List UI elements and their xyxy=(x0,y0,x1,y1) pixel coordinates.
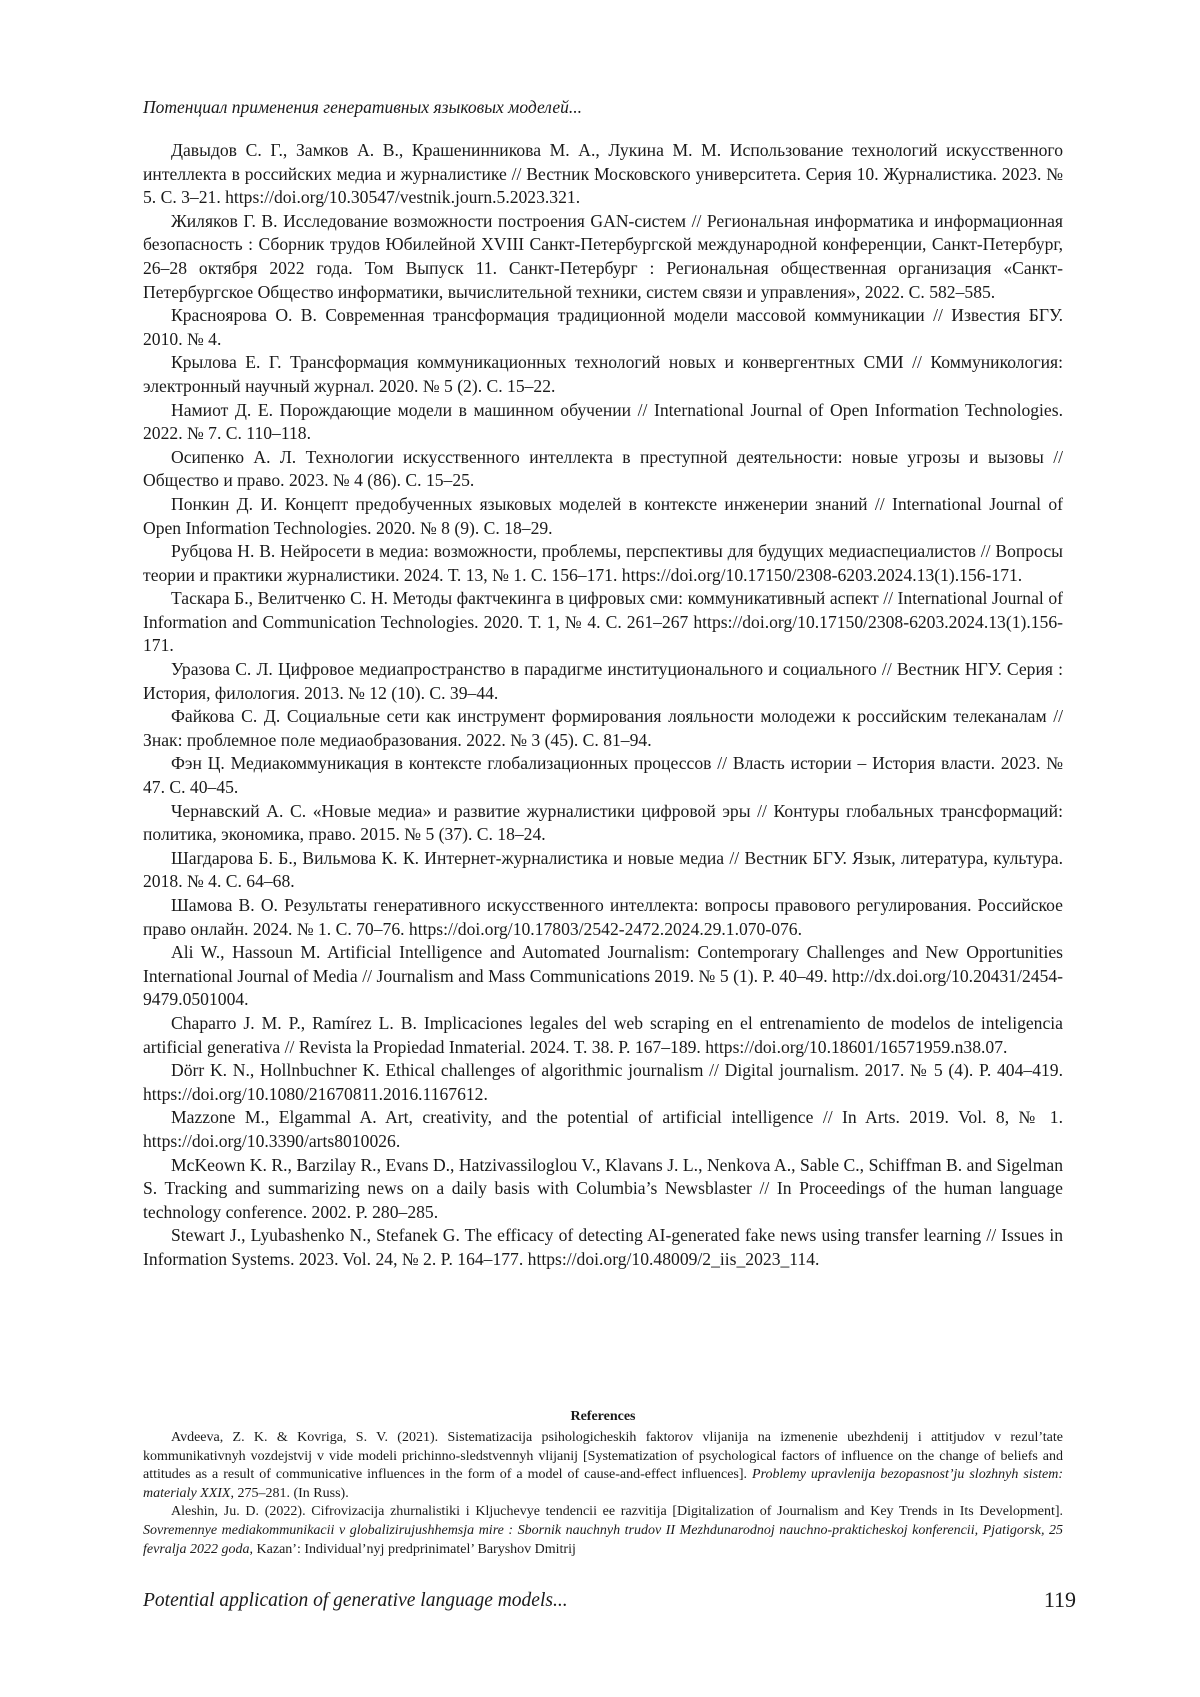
reference-item: Dörr K. N., Hollnbuchner K. Ethical challenges of algorithmic journalism // Digital journalism. 2017. № 5 (4). P. 404–419. https://doi.org/10.1080/21670811.2016.1167612. xyxy=(143,1060,1063,1104)
reference-text: Aleshin, Ju. D. (2022). Cifrovizacija zhurnalistiki i Kljuchevye tendencii ee razvitija [Digitalization of Journalism and Key Trends in Its Development]. xyxy=(171,1504,1063,1520)
reference-source-title: Problemy upravlenija bezopasnost’ju slozhnyh sistem: materialy XXIX xyxy=(143,1467,1063,1501)
reference-item: Чернавский А. С. «Новые медиа» и развитие журналистики цифровой эры // Контуры глобальных трансформаций: политика, экономика, право. 2015. № 5 (37). С. 18–24. xyxy=(143,800,1063,845)
reference-item-en xyxy=(143,1503,1063,1559)
footer-running-title: Potential application of generative language models... xyxy=(143,1590,568,1611)
reference-text: , Kazan’: Individual’nyj predprinimatel’ Baryshov Dmitrij xyxy=(249,1541,576,1557)
reference-item: Осипенко А. Л. Технологии искусственного интеллекта в преступной деятельности: новые угрозы и вызовы // Общество и право. 2023. № 4 (86). С. 15–25. xyxy=(143,446,1063,491)
reference-item: Фэн Ц. Медиакоммуникация в контексте глобализационных процессов // Власть истории – История власти. 2023. № 47. С. 40–45. xyxy=(143,753,1063,798)
reference-item: Понкин Д. И. Концепт предобученных языковых моделей в контексте инженерии знаний // International Journal of Open Information Technologies. 2020. № 8 (9). С. 18–29. xyxy=(143,493,1063,538)
references-section-en xyxy=(143,1408,1063,1559)
running-head: Потенциал применения генеративных языковых моделей... xyxy=(143,97,582,117)
reference-item: Шагдарова Б. Б., Вильмова К. К. Интернет-журналистика и новые медиа // Вестник БГУ. Язык, литература, культура. 2018. № 4. С. 64–68. xyxy=(143,847,1063,892)
reference-item: Stewart J., Lyubashenko N., Stefanek G. The efficacy of detecting AI-generated fake news using transfer learning // Issues in Information Systems. 2023. Vol. 24, № 2. P. 164–177. https://doi.org/10.48009/2_iis_2023_114. xyxy=(143,1225,1063,1269)
reference-item: Крылова Е. Г. Трансформация коммуникационных технологий новых и конвергентных СМИ // Коммуникология: электронный научный журнал. 2020. № 5 (2). С. 15–22. xyxy=(143,352,1063,396)
reference-source-title: Sovremennye mediakommunikacii v globalizirujushhemsja mire : Sbornik nauchnyh trudov II Mezhdunarodnoj nauchno-prakticheskoj konferencii, Pjatigorsk, 25 fevralja 2022 goda xyxy=(143,1522,1063,1557)
references-list-ru xyxy=(143,139,1063,1272)
reference-item: Таскара Б., Велитченко С. Н. Методы фактчекинга в цифровых сми: коммуникативный аспект // International Journal of Information and Communication Technologies. 2020. Т. 1, № 4. С. 261–267 https://doi.org/10.17150/2308-6203.2024.13(1).156-171. xyxy=(143,588,1063,656)
reference-item: Ali W., Hassoun M. Artificial Intelligence and Automated Journalism: Contemporary Challenges and New Opportunities International Journal of Media // Journalism and Mass Communications 2019. № 5 (1). P. 40–49. http://dx.doi.org/10.20431/2454-9479.0501004. xyxy=(143,942,1063,1010)
reference-item: Файкова С. Д. Социальные сети как инструмент формирования лояльности молодежи к российским телеканалам // Знак: проблемное поле медиаобразования. 2022. № 3 (45). С. 81–94. xyxy=(143,706,1063,750)
references-heading: References xyxy=(570,1409,636,1424)
reference-item: Давыдов С. Г., Замков А. В., Крашенинникова М. А., Лукина М. М. Использование технологий искусственного интеллекта в российских медиа и журналистике // Вестник Московского университета. Серия 10. Журналистика. 2023. № 5. С. 3–21. https://doi.org/10.30547/vestnik.journ.5.2023.321. xyxy=(143,140,1063,208)
reference-item: Рубцова Н. В. Нейросети в медиа: возможности, проблемы, перспективы для будущих медиаспециалистов // Вопросы теории и практики журналистики. 2024. Т. 13, № 1. С. 156–171. https://doi.org/10.17150/2308-6203.2024.13(1).156-171. xyxy=(143,541,1063,585)
reference-text: Avdeeva, Z. K. & Kovriga, S. V. (2021). Sistematizacija psihologicheskih faktorov vlijanija na izmenenie ubezhdenij i attitjudov v rezul’tate kommunikativnyh vozdejstvij v vide modeli prichinno-sledstvennyh vlijanij [Systematization of psychological factors of influence on the change of beliefs and attitudes as a result of communicative influences in the form of a model of cause-and-effect influences]. xyxy=(143,1430,1063,1483)
reference-item: Намиот Д. Е. Порождающие модели в машинном обучении // International Journal of Open Information Technologies. 2022. № 7. С. 110–118. xyxy=(143,399,1063,444)
reference-item: Уразова С. Л. Цифровое медиапространство в парадигме институционального и социального // Вестник НГУ. Серия : История, филология. 2013. № 12 (10). С. 39–44. xyxy=(143,659,1063,703)
reference-item-en xyxy=(143,1429,1063,1503)
page-number: 119 xyxy=(1043,1587,1076,1612)
reference-item: Краснoярова О. В. Современная трансформация традиционной модели массовой коммуникации // Известия БГУ. 2010. № 4. xyxy=(143,305,1063,349)
reference-item: Chaparro J. M. P., Ramírez L. B. Implicaciones legales del web scraping en el entrenamiento de modelos de inteligencia artificial generativa // Revista la Propiedad Inmaterial. 2024. T. 38. P. 167–189. https://doi.org/10.18601/16571959.n38.07. xyxy=(143,1012,1063,1057)
reference-text: , 275–281. (In Russ). xyxy=(230,1485,349,1501)
reference-item: Шамова В. О. Результаты генеративного искусственного интеллекта: вопросы правового регулирования. Российское право онлайн. 2024. № 1. С. 70–76. https://doi.org/10.17803/2542-2472.2024.29.1.070-076. xyxy=(143,895,1063,939)
reference-item: McKeown K. R., Barzilay R., Evans D., Hatzivassiloglou V., Klavans J. L., Nenkova A., Sable C., Schiffman B. and Sigelman S. Tracking and summarizing news on a daily basis with Columbia’s Newsblaster // In Proceedings of the human language technology conference. 2002. P. 280–285. xyxy=(143,1154,1063,1222)
reference-item: Mazzone M., Elgammal A. Art, creativity, and the potential of artificial intelligence // In Arts. 2019. Vol. 8, № 1. https://doi.org/10.3390/arts8010026. xyxy=(143,1107,1063,1151)
reference-item: Жиляков Г. В. Исследование возможности построения GAN-систем // Региональная информатика и информационная безопасность : Сборник трудов Юбилейной XVIII Санкт-Петербургской международной конференции, Санкт-Петербург, 26–28 октября 2022 года. Том Выпуск 11. Санкт-Петербург : Региональная общественная организация «Санкт-Петербургское Общество информатики, вычислительной техники, систем связи и управления», 2022. С. 582–585. xyxy=(143,210,1063,302)
